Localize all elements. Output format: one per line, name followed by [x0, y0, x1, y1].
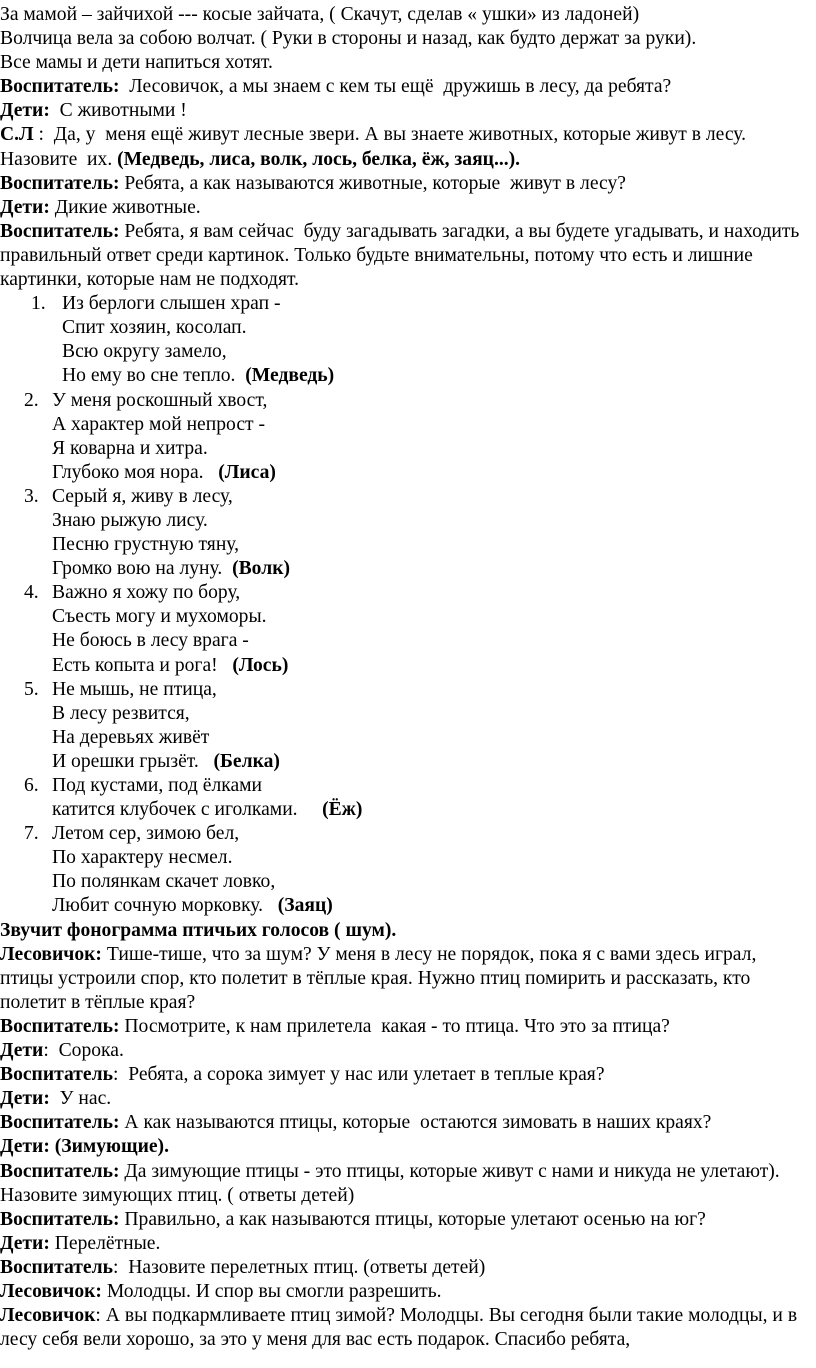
riddle-answer: (Лиса) [218, 461, 276, 483]
speaker-label: Лесовичок [0, 1305, 96, 1327]
dialogue-line [0, 1256, 812, 1280]
riddle-line [52, 316, 812, 340]
dialogue-line [0, 1160, 812, 1208]
riddle-line [52, 533, 812, 557]
dialogue-text: Ребята, а как называются животные, которые живут в лесу? [119, 172, 626, 194]
riddle-item [0, 485, 812, 581]
dialogue-line [0, 1039, 812, 1063]
speaker-label: С.Л [0, 124, 34, 146]
riddle-line [52, 798, 812, 822]
riddle-line-text: Песню грустную тяну, [52, 534, 240, 556]
riddle-line-text: Серый я, живу в лесу, [52, 485, 233, 507]
riddle-line-text: На деревьях живёт [52, 726, 210, 748]
riddle-line [52, 389, 812, 413]
riddle-number: 7. [24, 823, 39, 845]
riddle-line-text: Летом сер, зимою бел, [52, 823, 240, 845]
riddle-line-text: По полянкам скачет ловко, [52, 871, 276, 893]
dialogue-text: : Да, у меня ещё живут лесные звери. А вы знаете животных, которые живут в лесу. Назовите их. [0, 124, 751, 170]
riddle-line-text: Съесть могу и мухоморы. [52, 606, 267, 628]
dialogue-line [0, 1208, 812, 1232]
riddle-number: 2. [24, 389, 39, 411]
dialogue-line [0, 1135, 812, 1159]
riddle-line [52, 509, 812, 533]
dialogue-line [0, 172, 812, 196]
dialogue-line [0, 943, 812, 1015]
riddle-number: 6. [24, 775, 39, 796]
riddle-line [52, 292, 812, 316]
riddle-line [52, 605, 812, 629]
riddle-line-text: Громко вою на луну. [52, 558, 233, 580]
dialogue-text: У нас. [49, 1088, 112, 1110]
dialogue-line [0, 1087, 812, 1111]
riddle-line [52, 894, 812, 918]
speaker-label: Воспитатель: [0, 76, 120, 98]
speaker-label: Дети: (Зимующие). [0, 1136, 169, 1158]
riddle-number: 5. [24, 678, 39, 700]
dialogue-line [0, 196, 812, 220]
riddle-line [52, 702, 812, 726]
riddle-line [52, 750, 812, 774]
riddle-line-text: Есть копыта и рога! [52, 654, 233, 676]
riddle-line [52, 340, 812, 364]
riddle-line [52, 413, 812, 437]
dialogue-text: Ребята, я вам сейчас буду загадывать загадки, а вы будете угадывать, и находить правильный ответ среди картинок. Только будьте внимательны, потому что есть и лишние картинки, которые нам не подходят. [0, 220, 805, 291]
dialogue-line [0, 1232, 812, 1256]
riddle-line-text: Знаю рыжую лису. [52, 509, 208, 531]
speaker-label: Лесовичок: [0, 1280, 102, 1302]
dialogue-text: Тише-тише, что за шум? У меня в лесу не порядок, пока я с вами здесь играл, птицы устроили спор, кто полетит в тёплые края. Нужно птиц помирить и рассказать, кто полетит в тёплые края? [0, 943, 762, 1013]
dialogue-line [0, 1111, 812, 1135]
riddle-line-text: Под кустами, под ёлками [52, 775, 263, 796]
intro-line: Волчица вела за собою волчат. ( Руки в стороны и назад, как будто держат за руки). [0, 28, 697, 50]
dialogue-line [0, 1280, 812, 1304]
dialogue-text: Молодцы. И спор вы смогли разрешить. [101, 1280, 442, 1302]
speaker-label: Воспитатель: [0, 220, 120, 242]
dialogue-line [0, 1304, 812, 1352]
riddle-answer: (Белка) [213, 750, 280, 772]
dialogue-text: : Назовите перелетных птиц. (ответы детей) [112, 1256, 486, 1278]
dialogue-line [0, 1063, 812, 1087]
dialogue-text: Дикие животные. [49, 196, 201, 218]
riddle-number: 1. [31, 293, 46, 315]
intro-line: За мамой – зайчихой --- косые зайчата, ( Скачут, сделав « ушки» из ладоней) [0, 4, 640, 25]
intro-section [0, 3, 812, 75]
riddle-line [52, 678, 812, 702]
riddle-line [52, 726, 812, 750]
dialogue-text: : Сорока. [43, 1040, 124, 1062]
riddle-line [52, 774, 812, 798]
riddle-line-text: Не боюсь в лесу врага - [52, 630, 249, 652]
riddle-answer: (Медведь) [245, 365, 335, 387]
dialogue-text: С животными ! [49, 100, 187, 122]
dialogue-line [0, 75, 812, 99]
dialogue-line [0, 99, 812, 123]
speaker-label: Воспитатель [0, 1064, 113, 1086]
dialogue-section-animals [0, 75, 812, 292]
riddle-item [0, 389, 812, 485]
riddles-list [0, 292, 812, 918]
dialogue-text: Правильно, а как называются птицы, которые улетают осенью на юг? [119, 1208, 706, 1230]
riddle-answer: (Лось) [232, 654, 289, 676]
dialogue-text: Перелётные. [49, 1232, 161, 1254]
riddle-line [52, 822, 812, 846]
riddle-item [0, 581, 812, 677]
dialogue-section-birds [0, 943, 812, 1353]
riddle-item [0, 774, 812, 822]
speaker-label: Воспитатель: [0, 1208, 120, 1230]
riddle-line-text: Но ему во сне тепло. [62, 365, 246, 387]
speaker-label: Лесовичок: [0, 943, 102, 965]
riddle-answer: (Ёж) [322, 799, 363, 821]
riddle-line-text: Не мышь, не птица, [52, 678, 217, 700]
dialogue-bold-text: (Медведь, лиса, волк, лось, белка, ёж, заяц...). [117, 148, 521, 170]
riddle-line-text: Из берлоги слышен храп - [62, 293, 281, 315]
riddle-line [52, 870, 812, 894]
riddle-line-text: катится клубочек с иголками. [52, 799, 323, 821]
riddle-line-text: Важно я хожу по бору, [52, 582, 241, 604]
riddle-answer: (Волк) [232, 558, 291, 580]
riddle-line [52, 461, 812, 485]
riddle-line [52, 557, 812, 581]
riddle-item [0, 292, 812, 388]
riddle-line [52, 437, 812, 461]
riddle-line-text: Глубоко моя нора. [52, 461, 219, 483]
riddle-line-text: Спит хозяин, косолап. [62, 317, 247, 339]
riddle-line-text: И орешки грызёт. [52, 750, 214, 772]
dialogue-text: : А вы подкармливаете птиц зимой? Молодцы. Вы сегодня были такие молодцы, и в лесу себя вели хорошо, за это у меня для вас есть подарок. Спасибо ребята, [0, 1305, 802, 1351]
dialogue-line [0, 1015, 812, 1039]
dialogue-line [0, 123, 812, 171]
riddle-line [52, 485, 812, 509]
dialogue-text: А как называются птицы, которые остаются зимовать в наших краях? [119, 1112, 712, 1134]
speaker-label: Дети: [0, 100, 50, 122]
dialogue-text: Посмотрите, к нам прилетела какая - то птица. Что это за птица? [119, 1015, 670, 1037]
speaker-label: Дети: [0, 1088, 50, 1110]
dialogue-text: Да зимующие птицы - это птицы, которые живут с нами и никуда не улетают). Назовите зимующих птиц. ( ответы детей) [0, 1160, 785, 1206]
riddle-line [52, 846, 812, 870]
riddle-line-text: В лесу резвится, [52, 702, 190, 724]
riddle-line [52, 629, 812, 653]
dialogue-text: : Ребята, а сорока зимует у нас или улетает в теплые края? [112, 1064, 605, 1086]
sound-heading: Звучит фонограмма птичьих голосов ( шум). [0, 919, 397, 941]
intro-line: Все мамы и дети напиться хотят. [0, 52, 273, 74]
dialogue-text: Лесовичок, а мы знаем с кем ты ещё дружишь в лесу, да ребята? [119, 76, 672, 98]
speaker-label: Воспитатель: [0, 1112, 120, 1134]
riddle-line-text: У меня роскошный хвост, [52, 389, 268, 411]
riddle-line-text: По характеру несмел. [52, 847, 233, 869]
riddle-line-text: А характер мой непрост - [52, 413, 266, 435]
riddle-number: 3. [24, 485, 39, 507]
dialogue-line [0, 220, 812, 292]
speaker-label: Воспитатель [0, 1256, 113, 1278]
riddle-item [0, 678, 812, 774]
speaker-label: Воспитатель: [0, 1160, 120, 1182]
riddle-item [0, 822, 812, 918]
riddle-line [52, 654, 812, 678]
riddle-line-text: Любит сочную морковку. [52, 895, 278, 917]
speaker-label: Воспитатель: [0, 1015, 120, 1037]
riddle-line-text: Я коварна и хитра. [52, 437, 208, 459]
speaker-label: Дети: [0, 1232, 50, 1254]
speaker-label: Дети [0, 1040, 44, 1062]
riddle-number: 4. [24, 582, 39, 604]
speaker-label: Воспитатель: [0, 172, 120, 194]
riddle-line-text: Всю округу замело, [62, 341, 227, 363]
speaker-label: Дети: [0, 196, 50, 218]
riddle-line [52, 581, 812, 605]
riddle-line [52, 364, 812, 388]
riddle-answer: (Заяц) [277, 895, 333, 917]
